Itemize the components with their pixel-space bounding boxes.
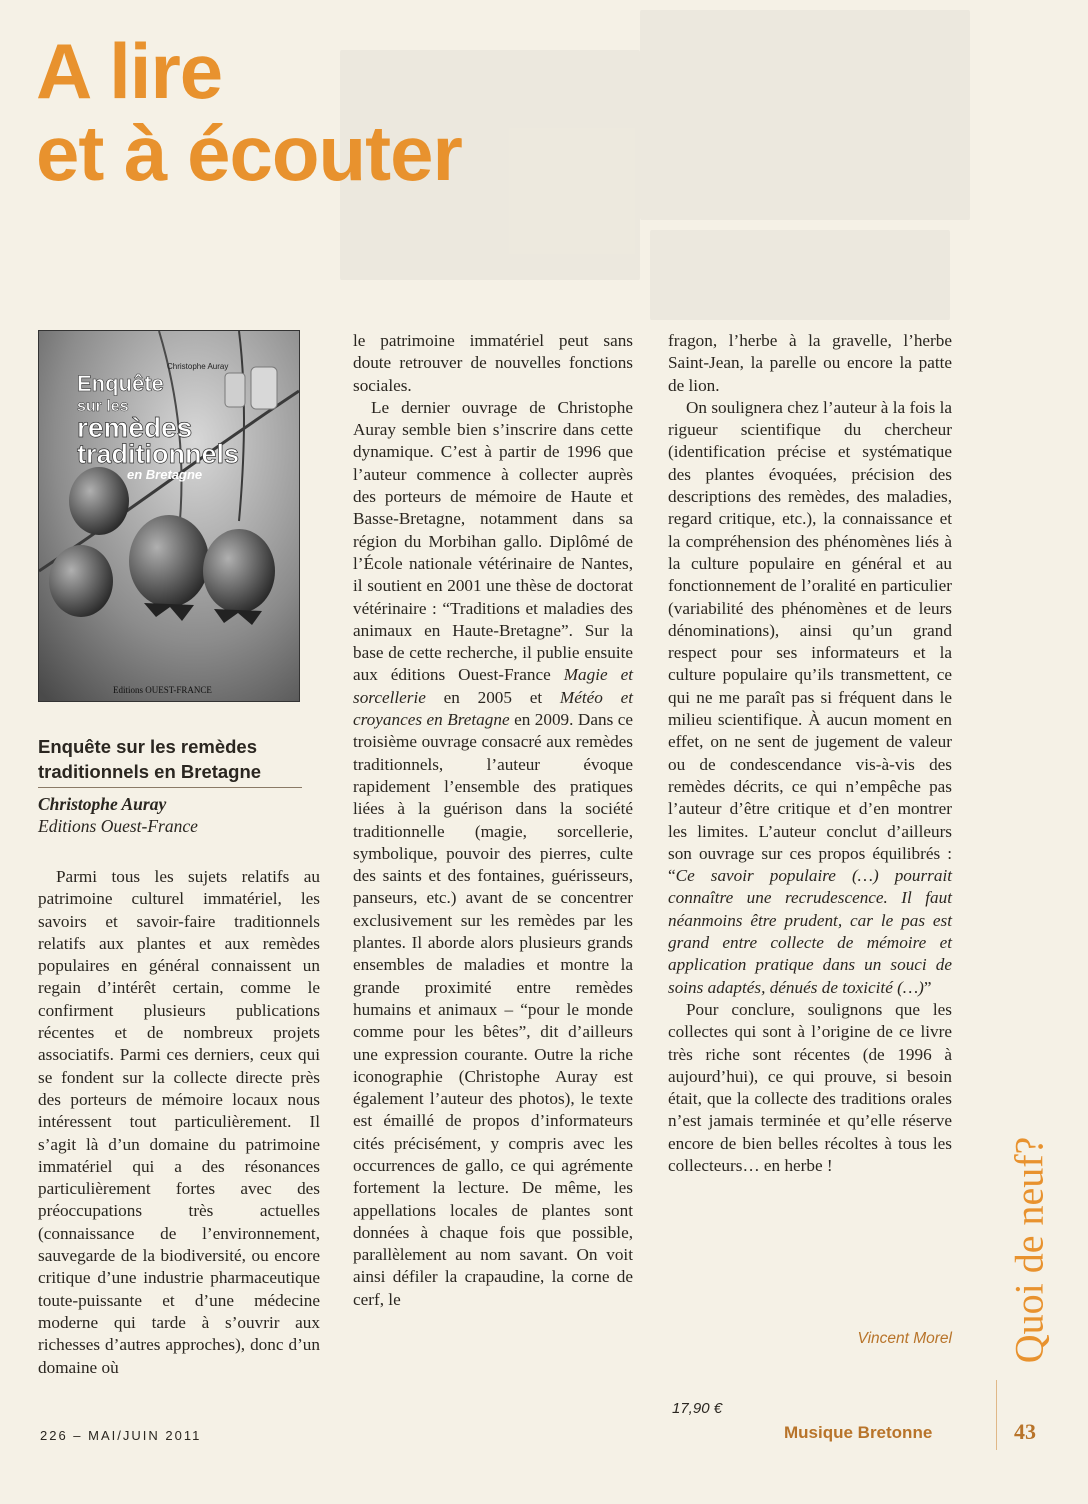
article-text: en 2009. Dans ce troisième ouvrage consacré aux remèdes traditionnels, l’auteur évoque rapidement l’ensemble des pratiques liées à la guérison dans la société traditionnelle (magie, sorcellerie, symbolique, pouvoir des pierres, culte des saints et des fontaines, guérisseurs, panseurs, etc.) avant de se concentrer exclusivement sur les remèdes par les plantes. Il aborde alors plusieurs grands ensembles de maladies et montre la grande proximité entre remèdes humains et animaux – “pour le monde comme pour les bêtes”, dit d’ailleurs une expression courante. Outre la riche iconographie (Christophe Auray est également l’auteur des photos), le texte est émaillé de propos d’informateurs cités précisément, y compris avec les occurrences de gallo, ce qui agrémente fortement la lecture. De même, les appellations locales de plantes sont données à chaque fois que possible, parallèlement au nom savant. On voit ainsi défiler la crapaudine, la corne de cerf, le (353, 710, 633, 1309)
book-title (38, 734, 318, 784)
book-reference-meteo: Météo et croyances en Bretagne (353, 687, 633, 730)
section-side-title (1006, 1100, 1052, 1400)
footer-page-number: 43 (1014, 1419, 1036, 1444)
section-side-title-text: Quoi de neuf? (1006, 1136, 1052, 1364)
article-paragraph: Parmi tous les sujets relatifs au patrimoine culturel immatériel, les savoirs et savoir-faire traditionnels relatifs aux plantes et aux remèdes populaires en général connaissent un regain d’intérêt certain, comme le confirment plusieurs publications récentes et de nombreux projets associatifs. Parmi ces derniers, ceux qui se fondent sur la collecte directe près des porteurs de mémoire locaux nous intéressent tout particulièrement. Il s’agit là d’un domaine du patrimoine immatériel qui a des résonances particulièrement fortes avec des préoccupations très actuelles (connaissance de l’environnement, sauvegarde de la biodiversité, ou encore critique d’une industrie pharmaceutique toute-puissante et d’une médecine moderne qui tarde à s’ouvrir aux richesses d’autres approches), donc d’un domaine où (38, 867, 320, 1377)
book-author: Christophe Auray (38, 794, 167, 814)
article-text: Le dernier ouvrage de Christophe Auray semble bien s’inscrire dans cette dynamique. C’est à partir de 1996 que l’auteur commence à collecter auprès des porteurs de mémoire de Haute et Basse-Bretagne, notamment dans sa région du Morbihan gallo. Diplômé de l’École nationale vétérinaire de Nantes, il soutient en 2001 une thèse de doctorat vétérinaire : “Traditions et maladies des animaux en Haute-Bretagne”. Sur la base de cette recherche, il publie ensuite aux éditions Ouest-France (353, 397, 633, 685)
article-text: On soulignera chez l’auteur à la fois la rigueur scientifique du chercheur (identification précise et systématique des plantes évoquées, précision des descriptions des remèdes, des maladies, regard critique, etc.), la connaissance et la compréhension des phénomènes liés à la culture populaire en général et au fonctionnement de l’oralité en particulier (variabilité des phénomènes et de leurs dénominations), ainsi qu’un grand respect pour ses informateurs et la culture populaire qu’ils transmettent, ce qui ne me paraît pas si fréquent dans le milieu scientifique. À aucun moment en effet, on ne sent de jugement de valeur ou de condescendance vis-à-vis des remèdes décrits, ce qui n’empêche pas l’auteur d’être critique et d’en montrer les limites. L’auteur conclut d’ailleurs son ouvrage sur ces propos équilibrés : “ (668, 397, 952, 886)
page-heading (36, 27, 462, 197)
heading-line-1: A lire (36, 27, 223, 115)
book-cover-photo (39, 331, 299, 701)
book-cover-image (38, 330, 300, 702)
book-price: 17,90 € (672, 1400, 723, 1417)
article-paragraph: fragon, l’herbe à la gravelle, l’herbe Saint-Jean, la parelle ou encore la patte de lion. (668, 331, 952, 395)
cover-title-line-3: remèdes (77, 412, 193, 443)
background-ghost-image (650, 230, 950, 320)
footer-brand: Musique Bretonne (784, 1423, 933, 1442)
article-text: en 2005 et (425, 687, 560, 707)
cover-publisher: Editions OUEST-FRANCE (113, 685, 212, 695)
article-signature: Vincent Morel (857, 1330, 952, 1347)
side-divider (996, 1380, 997, 1450)
title-divider (38, 787, 302, 788)
article-paragraph: Pour conclure, soulignons que les collectes qui sont à l’origine de ce livre très riche sont récentes (de 1996 à aujourd’hui), ce qui prouve, si besoin était, que la collecte des traditions orales n’est jamais terminée et qu’elle réserve encore de bien belles récoltes à tous les collecteurs… en herbe ! (668, 999, 952, 1175)
footer-issue: 226 – MAI/JUIN 2011 (40, 1428, 202, 1443)
cover-title-line-4: traditionnels (77, 439, 240, 469)
book-title-line-2: traditionnels en Bretagne (38, 761, 262, 782)
article-column-3 (668, 330, 952, 1177)
article-column-2 (353, 330, 633, 1311)
article-column-1 (38, 866, 320, 1379)
background-ghost-image (640, 10, 970, 220)
cover-title-line-5: en Bretagne (127, 467, 203, 482)
book-title-line-1: Enquête sur les remèdes (38, 736, 258, 757)
cover-title-line-2: sur les (77, 398, 129, 415)
article-paragraph (668, 397, 952, 999)
cover-title-line-1: Enquête (77, 371, 164, 396)
article-text: ” (923, 977, 932, 997)
article-paragraph: le patrimoine immatériel peut sans doute retrouver de nouvelles fonctions sociales. (353, 331, 633, 395)
article-quote: Ce savoir populaire (…) pourrait connaître une recrudescence. Il faut néanmoins être prudent, car le pas est grand entre collecte de mémoire et application pratique dans un souci de soins adaptés, dénués de toxicité (…) (668, 866, 952, 997)
book-reference-magie: Magie et sorcellerie (353, 665, 633, 707)
cover-author: Christophe Auray (167, 362, 229, 371)
heading-line-2: et à écouter (36, 109, 462, 197)
article-paragraph (353, 397, 633, 1311)
book-publisher: Editions Ouest-France (38, 816, 198, 836)
